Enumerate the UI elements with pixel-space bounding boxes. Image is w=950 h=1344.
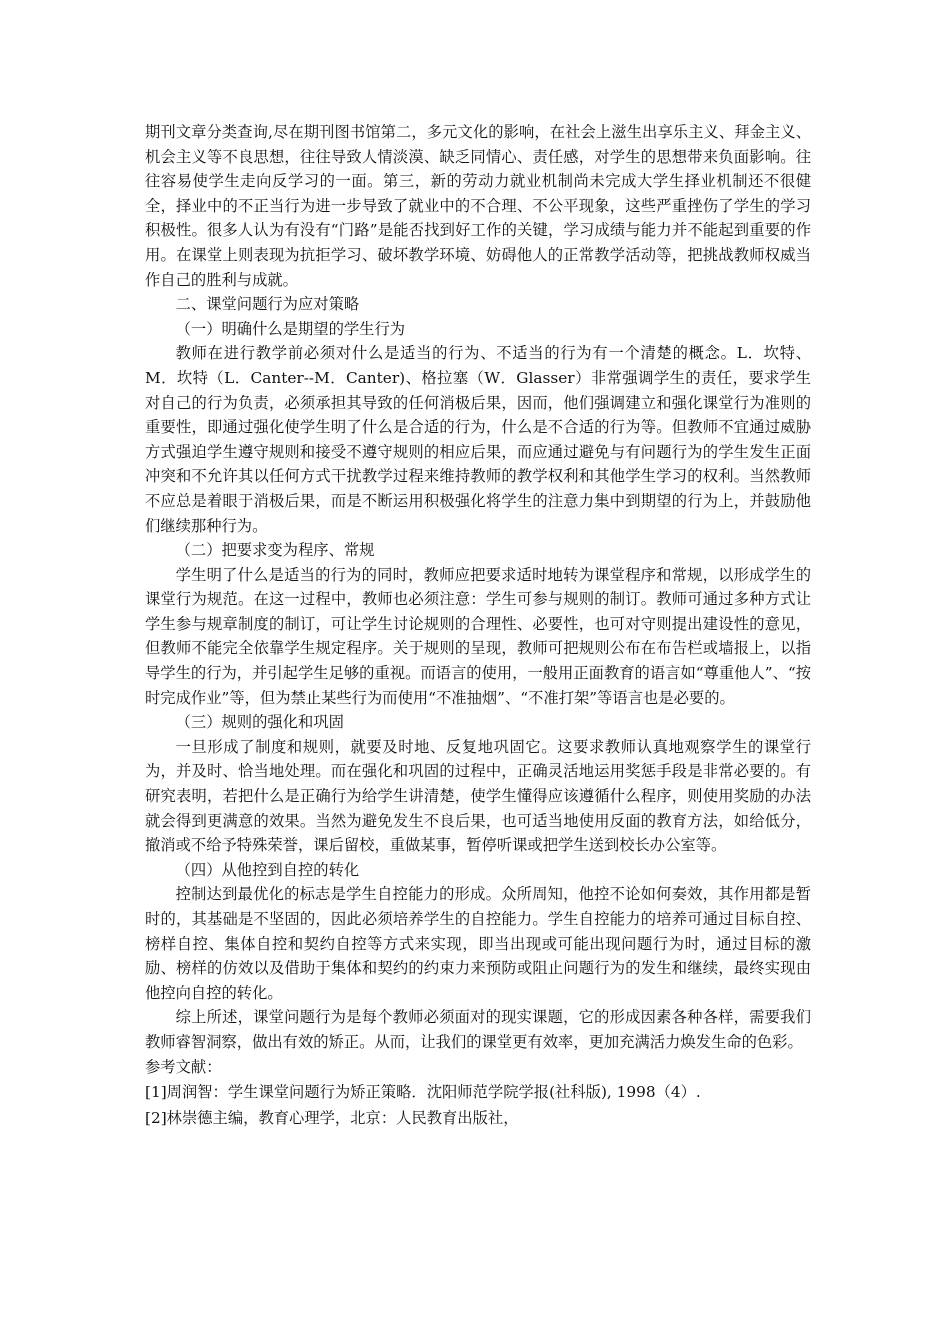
subsection-paragraph-1: 教师在进行教学前必须对什么是适当的行为、不适当的行为有一个清楚的概念。L．坎特、M．坎特（L．Canter--M．Canter)、格拉塞（W．Glasser）非常强调学生的责任，要求学生对自己的行为负责，必须承担其导致的任何消极后果，因而，他们强调建立和强化课堂行为准则的重要性，即通过强化使学生明了什么是合适的行为，什么是不合适的行为等。但教师不宜通过威胁方式强迫学生遵守规则和接受不遵守规则的相应后果，而应通过避免与有问题行为的学生发生正面冲突和不允许其以任何方式干扰教学过程来维持教师的教学权利和其他学生学习的权利。当然教师不应总是着眼于消极后果，而是不断运用积极强化将学生的注意力集中到期望的行为上，并鼓励他们继续那种行为。 — [145, 344, 811, 535]
document-page — [145, 120, 811, 1131]
reference-item: [1]周润智：学生课堂问题行为矫正策略．沈阳师范学院学报(社科版), 1998（4）. — [145, 1083, 701, 1102]
subsection-heading-1: （一）明确什么是期望的学生行为 — [175, 319, 406, 338]
conclusion-paragraph: 综上所述，课堂问题行为是每个教师必须面对的现实课题，它的形成因素各种各样，需要我们教师睿智洞察，做出有效的矫正。从而，让我们的课堂更有效率，更加充满活力焕发生命的色彩。 — [145, 1008, 811, 1051]
references-title: 参考文献： — [145, 1057, 222, 1076]
intro-paragraph: 期刊文章分类查询,尽在期刊图书馆第二，多元文化的影响，在社会上滋生出享乐主义、拜金主义、机会主义等不良思想，往往导致人情淡漠、缺乏同情心、责任感，对学生的思想带来负面影响。往往容易使学生走向反学习的一面。第三，新的劳动力就业机制尚未完成大学生择业机制还不很健全，择业中的不正当行为进一步导致了就业中的不合理、不公平现象，这些严重挫伤了学生的学习积极性。很多人认为有没有“门路”是能否找到好工作的关键，学习成绩与能力并不能起到重要的作用。在课堂上则表现为抗拒学习、破坏教学环境、妨碍他人的正常教学活动等，把挑战教师权威当作自己的胜利与成就。 — [145, 123, 811, 289]
subsection-paragraph-2: 学生明了什么是适当的行为的同时，教师应把要求适时地转为课堂程序和常规，以形成学生的课堂行为规范。在这一过程中，教师也必须注意：学生可参与规则的制订。教师可通过多种方式让学生参与规章制度的制订，可让学生讨论规则的合理性、必要性，也可对守则提出建设性的意见，但教师不能完全依靠学生规定程序。关于规则的呈现，教师可把规则公布在布告栏或墙报上，以指导学生的行为，并引起学生足够的重视。而语言的使用，一般用正面教育的语言如“尊重他人”、“按时完成作业”等，但为禁止某些行为而使用“不准抽烟”、“不准打架”等语言也是必要的。 — [145, 565, 811, 707]
reference-item: [2]林崇德主编，教育心理学，北京：人民教育出版社， — [145, 1109, 519, 1128]
subsection-paragraph-4: 控制达到最优化的标志是学生自控能力的形成。众所周知，他控不论如何奏效，其作用都是暂时的，其基础是不坚固的，因此必须培养学生的自控能力。学生自控能力的培养可通过目标自控、榜样自控、集体自控和契约自控等方式来实现，即当出现或可能出现问题行为时，通过目标的激励、榜样的仿效以及借助于集体和契约的约束力来预防或阻止问题行为的发生和继续，最终实现由他控向自控的转化。 — [145, 885, 811, 1002]
subsection-paragraph-3: 一旦形成了制度和规则，就要及时地、反复地巩固它。这要求教师认真地观察学生的课堂行为，并及时、恰当地处理。而在强化和巩固的过程中，正确灵活地运用奖惩手段是非常必要的。有研究表明，若把什么是正确行为给学生讲清楚，使学生懂得应该遵循什么程序，则使用奖励的办法就会得到更满意的效果。当然为避免发生不良后果，也可适当地使用反面的教育方法，如给低分，撤消或不给予特殊荣誉，课后留校，重做某事，暂停听课或把学生送到校长办公室等。 — [145, 737, 811, 855]
section-heading: 二、课堂问题行为应对策略 — [175, 295, 360, 314]
subsection-heading-2: （二）把要求变为程序、常规 — [175, 541, 375, 560]
subsection-heading-4: （四）从他控到自控的转化 — [175, 860, 360, 879]
subsection-heading-3: （三）规则的强化和巩固 — [175, 713, 344, 732]
